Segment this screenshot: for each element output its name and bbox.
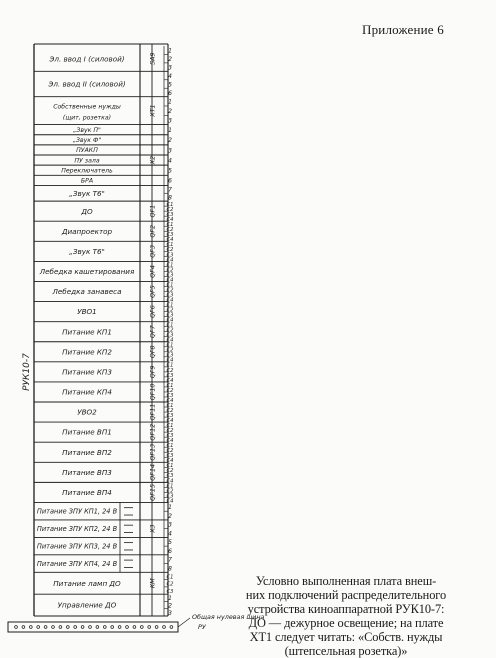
- pin-label: 1: [168, 98, 172, 106]
- pin-label: C3: [166, 232, 174, 239]
- caption-line: устройства киноаппаратной РУК10-7:: [247, 602, 445, 616]
- bus-terminal-icon: [22, 626, 25, 629]
- caption-line: ДО — дежурное освещение; на плате: [248, 616, 444, 630]
- pin-label: 1: [168, 47, 172, 55]
- pin-label: 2: [168, 108, 172, 116]
- bus-terminal-icon: [133, 626, 136, 629]
- row-label: (щит, розетка): [62, 114, 112, 122]
- pin-label: C1: [166, 483, 174, 490]
- row-label: Питание ламп ДО: [53, 578, 121, 588]
- pin-label: C1: [166, 463, 174, 470]
- pin-label: C2: [166, 468, 174, 475]
- bus-terminal-icon: [15, 626, 18, 629]
- row-label: „Звук Т6": [69, 246, 105, 256]
- pin-label: C1: [166, 342, 174, 349]
- group-label: QF4: [148, 265, 157, 278]
- row-label: Питание КП2: [62, 347, 112, 357]
- row-label: Питание ЗПУ КП4, 24 В: [36, 559, 118, 568]
- pin-label: C4: [166, 217, 174, 224]
- row-label: ПУ зала: [74, 157, 100, 165]
- row-label: Лебедка кашетирования: [39, 267, 135, 277]
- pin-label: C3: [166, 473, 174, 480]
- bus-terminal-icon: [44, 626, 47, 629]
- caption-line: (штепсельная розетка)»: [284, 644, 408, 658]
- row-label: „Звук П": [73, 126, 101, 134]
- bus-terminal-icon: [66, 626, 69, 629]
- row-label: Питание ВП1: [62, 427, 112, 437]
- pin-label: C3: [166, 588, 174, 595]
- pin-label: C3: [166, 372, 174, 379]
- pin-label: C2: [166, 287, 174, 294]
- group-label: X3: [148, 524, 157, 533]
- pin-label: C4: [166, 438, 174, 445]
- row-label: Переключатель: [61, 167, 113, 175]
- row-label: Питание КП3: [62, 367, 112, 377]
- neutral-bus-bar: [8, 622, 178, 632]
- row-label: УВО2: [77, 407, 97, 417]
- bus-terminal-icon: [96, 626, 99, 629]
- bus-sublabel: РУ: [198, 623, 206, 631]
- bus-terminal-icon: [81, 626, 84, 629]
- pin-label: C3: [166, 332, 174, 339]
- bus-leader-line: [178, 618, 190, 627]
- pin-label: C3: [166, 412, 174, 419]
- pin-label: C2: [166, 267, 174, 274]
- group-label: QF1: [148, 204, 157, 218]
- pin-label: C4: [166, 458, 174, 465]
- pin-label: 5: [168, 167, 172, 175]
- pin-label: 6: [168, 89, 172, 97]
- pin-label: C4: [166, 478, 174, 485]
- row-label: УВО1: [77, 307, 97, 317]
- row-label: Диапроектор: [61, 226, 113, 236]
- row-label: Собственные нужды: [53, 103, 121, 111]
- row-label: Лебедка занавеса: [52, 287, 122, 297]
- pin-label: C3: [166, 252, 174, 259]
- bus-terminal-icon: [118, 626, 121, 629]
- group-label: QF3: [148, 244, 157, 258]
- pin-label: C2: [166, 347, 174, 354]
- pin-label: 1: [168, 504, 172, 512]
- pin-label: C2: [166, 428, 174, 435]
- bus-label: Общая нулевая шина: [192, 613, 265, 621]
- pin-label: 1: [168, 127, 172, 135]
- row-label: Питание ВП2: [62, 447, 112, 457]
- pin-label: C1: [166, 574, 174, 581]
- pin-label: 7: [168, 556, 172, 564]
- group-label: X2: [148, 155, 157, 165]
- pin-label: C4: [166, 417, 174, 424]
- group-label: QF6: [148, 305, 157, 319]
- pin-label: C1: [166, 423, 174, 430]
- caption-line: XT1 следует читать: «Собств. нужды: [249, 630, 443, 644]
- pin-label: 4: [168, 157, 172, 165]
- pin-label: C2: [166, 448, 174, 455]
- pin-label: C1: [166, 242, 174, 249]
- pin-label: C4: [166, 498, 174, 505]
- pin-label: 3: [168, 147, 172, 155]
- row-label: ДО: [81, 206, 93, 216]
- bus-terminal-icon: [103, 626, 106, 629]
- pin-label: C1: [166, 402, 174, 409]
- row-label: БРА: [80, 177, 94, 185]
- group-label: QF15: [148, 483, 157, 501]
- pin-label: C4: [166, 397, 174, 404]
- group-label: SA9: [148, 52, 157, 65]
- group-label: XT1: [148, 104, 157, 117]
- pin-label: C1: [166, 282, 174, 289]
- row-label: Питание ВП4: [62, 488, 112, 498]
- bus-terminal-icon: [148, 626, 151, 629]
- device-label: РУК10-7: [22, 353, 32, 391]
- pin-label: C4: [166, 237, 174, 244]
- bus-terminal-icon: [59, 626, 62, 629]
- bus-terminal-icon: [74, 626, 77, 629]
- pin-label: C4: [166, 297, 174, 304]
- pin-label: C1: [166, 302, 174, 309]
- pin-label: 8: [168, 194, 172, 202]
- pin-label: C3: [166, 493, 174, 500]
- row-label: Питание КП1: [62, 327, 112, 337]
- pin-label: 4: [168, 72, 172, 80]
- pin-label: C3: [166, 312, 174, 319]
- pin-label: 6: [168, 547, 172, 555]
- bus-terminal-icon: [140, 626, 143, 629]
- group-label: QF14: [148, 463, 157, 481]
- row-label: Питание КП4: [62, 387, 112, 397]
- appendix-title: Приложение 6: [362, 22, 444, 37]
- pin-label: 2: [168, 512, 172, 520]
- pin-label: C4: [166, 277, 174, 284]
- figure-caption: [228, 574, 464, 658]
- row-label: „Звук Т6": [69, 188, 105, 198]
- bus-terminal-icon: [37, 626, 40, 629]
- pin-label: C2: [166, 488, 174, 495]
- pin-label: C2: [166, 407, 174, 414]
- group-label: QF11: [148, 403, 157, 421]
- bus-terminal-icon: [29, 626, 32, 629]
- row-label: Питание ВП3: [62, 467, 112, 477]
- pin-label: 5: [168, 539, 172, 547]
- pin-label: C1: [166, 362, 174, 369]
- pin-label: C3: [166, 352, 174, 359]
- pin-label: C4: [166, 257, 174, 264]
- pin-label: 1: [168, 595, 172, 603]
- pin-label: C2: [166, 227, 174, 234]
- pin-label: C4: [166, 317, 174, 324]
- pin-label: C2: [166, 367, 174, 374]
- pin-label: 3: [168, 521, 172, 529]
- group-label: QF9: [148, 365, 157, 379]
- group-label: QF13: [148, 443, 157, 461]
- pin-label: C1: [166, 222, 174, 229]
- pin-label: C3: [166, 392, 174, 399]
- pin-label: C1: [166, 322, 174, 329]
- pin-label: 6: [168, 177, 172, 185]
- row-label: Питание ЗПУ КП3, 24 В: [36, 542, 118, 551]
- row-label: Питание ЗПУ КП2, 24 В: [36, 525, 118, 534]
- bus-terminal-icon: [155, 626, 158, 629]
- pin-label: 7: [168, 186, 172, 194]
- bus-terminal-icon: [52, 626, 55, 629]
- pin-label: C3: [166, 272, 174, 279]
- pin-label: 4: [168, 530, 172, 538]
- bus-terminal-icon: [163, 626, 166, 629]
- group-label: QF8: [148, 345, 157, 359]
- pin-label: C4: [166, 377, 174, 384]
- pin-label: C3: [166, 292, 174, 299]
- group-label: QF10: [148, 383, 157, 401]
- pin-label: C1: [166, 382, 174, 389]
- pin-label: C3: [166, 453, 174, 460]
- pin-label: 3: [168, 117, 172, 125]
- pin-label: C2: [166, 581, 174, 588]
- caption-line: них подключений распределительного: [245, 588, 447, 602]
- row-label: „Звук Ф": [72, 137, 102, 145]
- bus-terminal-icon: [89, 626, 92, 629]
- pin-label: 5: [168, 81, 172, 89]
- caption-line: Условно выполненная плата внеш-: [255, 574, 437, 588]
- pin-label: C2: [166, 247, 174, 254]
- pin-label: 2: [168, 602, 172, 610]
- pin-label: C3: [166, 212, 174, 219]
- bus-terminal-icon: [170, 626, 173, 629]
- row-label: Питание ЗПУ КП1, 24 В: [36, 507, 118, 516]
- pin-label: C1: [166, 443, 174, 450]
- row-label: Эл. ввод II (силовой): [48, 79, 126, 89]
- pin-label: 3: [168, 64, 172, 72]
- group-label: KM: [148, 578, 157, 589]
- pin-label: C2: [166, 387, 174, 394]
- group-label: QF2: [148, 224, 157, 238]
- pin-label: C2: [166, 327, 174, 334]
- pin-label: C2: [166, 307, 174, 314]
- group-label: QF5: [148, 285, 157, 298]
- pin-label: 2: [168, 137, 172, 145]
- row-label: Эл. ввод I (силовой): [49, 54, 125, 64]
- pin-label: C1: [166, 202, 174, 209]
- group-label: QF7: [148, 325, 157, 339]
- pin-label: C4: [166, 337, 174, 344]
- pin-label: 8: [168, 565, 172, 573]
- bus-terminal-icon: [126, 626, 129, 629]
- bus-terminal-icon: [111, 626, 114, 629]
- pin-label: 2: [168, 56, 172, 64]
- pin-label: C2: [166, 207, 174, 214]
- pin-label: C4: [166, 357, 174, 364]
- row-label: Управление ДО: [57, 600, 117, 610]
- group-label: QF12: [148, 423, 157, 441]
- row-label: ПУАКП: [76, 147, 98, 155]
- pin-label: 3: [168, 609, 172, 617]
- pin-label: C3: [166, 433, 174, 440]
- pin-label: C1: [166, 262, 174, 269]
